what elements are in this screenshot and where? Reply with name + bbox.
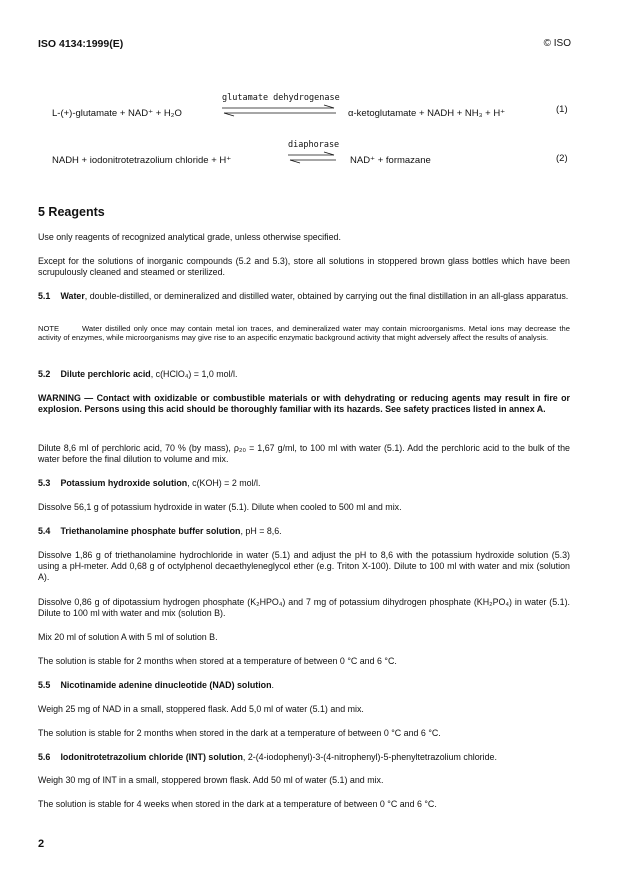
clause-title: Dilute perchloric acid <box>60 369 151 379</box>
clause-title: Iodonitrotetrazolium chloride (INT) solution <box>60 752 243 762</box>
clause-5-5 <box>38 680 570 691</box>
clause-5-2 <box>38 369 570 380</box>
clause-text: , double-distilled, or demineralized and distilled water, obtained by carrying out the final distillation in an all-glass apparatus. <box>84 291 569 301</box>
enzyme-label-2: diaphorase <box>288 140 340 150</box>
equation-2-number: (2) <box>556 153 568 164</box>
enzyme-label-1: glutamate dehydrogenase <box>222 93 340 103</box>
clause-5-4-text-1: Dissolve 1,86 g of triethanolamine hydrochloride in water (5.1) and adjust the pH to 8,6 with the potassium hydroxide solution (5.3) using a pH-meter. Add 0,68 g of octylphenol decaethyleneglycol ether (e.g. Triton X-100). Dilute to 100 ml with water and mix (solution A). <box>38 550 570 582</box>
equation-1-right: α-ketoglutamate + NADH + NH₃ + H⁺ <box>348 108 506 119</box>
intro-paragraph-2: Except for the solutions of inorganic compounds (5.2 and 5.3), store all solutions in stoppered brown glass bottles which have been scrupulously cleaned and steamed or sterilized. <box>38 256 570 277</box>
clause-tail: . <box>271 680 274 690</box>
standard-number: ISO 4134:1999(E) <box>38 38 124 50</box>
clause-number: 5.1 <box>38 291 51 301</box>
clause-5-4-text-3: Mix 20 ml of solution A with 5 ml of solution B. <box>38 632 218 642</box>
clause-number: 5.2 <box>38 369 51 379</box>
clause-5-2-text: Dilute 8,6 ml of perchloric acid, 70 % (by mass), ρ₂₀ = 1,67 g/ml, to 100 ml with water (5.1). Add the perchloric acid to the bulk of the water before the final dilution to volume and mix. <box>38 443 570 464</box>
warning-text: WARNING — Contact with oxidizable or combustible materials or with dehydrating or reducing agents may result in fire or explosion. Persons using this acid should be thoroughly familiar with its hazards. See safety practices listed in annex A. <box>38 393 570 414</box>
clause-title: Water <box>60 291 85 301</box>
equation-2-left: NADH + iodonitrotetrazolium chloride + H⁺ <box>52 155 232 166</box>
equilibrium-arrow-1 <box>220 104 338 118</box>
note <box>38 324 570 342</box>
clause-number: 5.3 <box>38 478 51 488</box>
clause-title: Potassium hydroxide solution <box>60 478 188 488</box>
clause-concentration: , c(KOH) = 2 mol/l. <box>187 478 261 488</box>
clause-number: 5.5 <box>38 680 51 690</box>
clause-concentration: , 2-(4-iodophenyl)-3-(4-nitrophenyl)-5-phenyltetrazolium chloride. <box>242 752 497 762</box>
clause-5-5-text-1: Weigh 25 mg of NAD in a small, stoppered flask. Add 5,0 ml of water (5.1) and mix. <box>38 704 364 714</box>
clause-number: 5.4 <box>38 526 51 536</box>
note-label: NOTE <box>38 324 60 333</box>
clause-5-3 <box>38 478 570 489</box>
copyright: © ISO <box>543 38 571 49</box>
clause-concentration: , pH = 8,6. <box>240 526 282 536</box>
clause-5-6 <box>38 752 570 763</box>
clause-number: 5.6 <box>38 752 51 762</box>
note-text: Water distilled only once may contain metal ion traces, and demineralized water may contain microorganisms. Metal ions may decrease the activity of enzymes, while microorganisms may give rise to an aspecific enzymatic background activity that might adversely affect the results of analysis. <box>38 324 570 343</box>
clause-5-5-text-2: The solution is stable for 2 months when stored in the dark at a temperature of between 0 °C and 6 °C. <box>38 728 441 738</box>
clause-title: Triethanolamine phosphate buffer solution <box>60 526 241 536</box>
clause-5-6-text-1: Weigh 30 mg of INT in a small, stoppered brown flask. Add 50 ml of water (5.1) and mix. <box>38 775 384 785</box>
clause-5-4 <box>38 526 570 537</box>
equation-1-left: L-(+)-glutamate + NAD⁺ + H₂O <box>52 108 182 119</box>
clause-concentration: , c(HClO₄) = 1,0 mol/l. <box>150 369 238 379</box>
intro-paragraph-1: Use only reagents of recognized analytical grade, unless otherwise specified. <box>38 232 341 242</box>
clause-title: Nicotinamide adenine dinucleotide (NAD) solution <box>60 680 272 690</box>
equation-2-right: NAD⁺ + formazane <box>350 155 431 166</box>
clause-5-1 <box>38 291 570 302</box>
section-title: 5 Reagents <box>38 205 105 219</box>
clause-5-4-text-4: The solution is stable for 2 months when stored at a temperature of between 0 °C and 6 °C. <box>38 656 397 666</box>
page-number: 2 <box>38 838 45 850</box>
equation-1-number: (1) <box>556 104 568 115</box>
clause-5-3-text: Dissolve 56,1 g of potassium hydroxide in water (5.1). Dilute when cooled to 500 ml and mix. <box>38 502 402 512</box>
equilibrium-arrow-2 <box>286 151 338 165</box>
clause-5-4-text-2: Dissolve 0,86 g of dipotassium hydrogen phosphate (K₂HPO₄) and 7 mg of potassium dihydrogen phosphate (KH₂PO₄) in water (5.1). Dilute to 100 ml with water and mix (solution B). <box>38 597 570 618</box>
clause-5-6-text-2: The solution is stable for 4 weeks when stored in the dark at a temperature of between 0 °C and 6 °C. <box>38 799 437 809</box>
